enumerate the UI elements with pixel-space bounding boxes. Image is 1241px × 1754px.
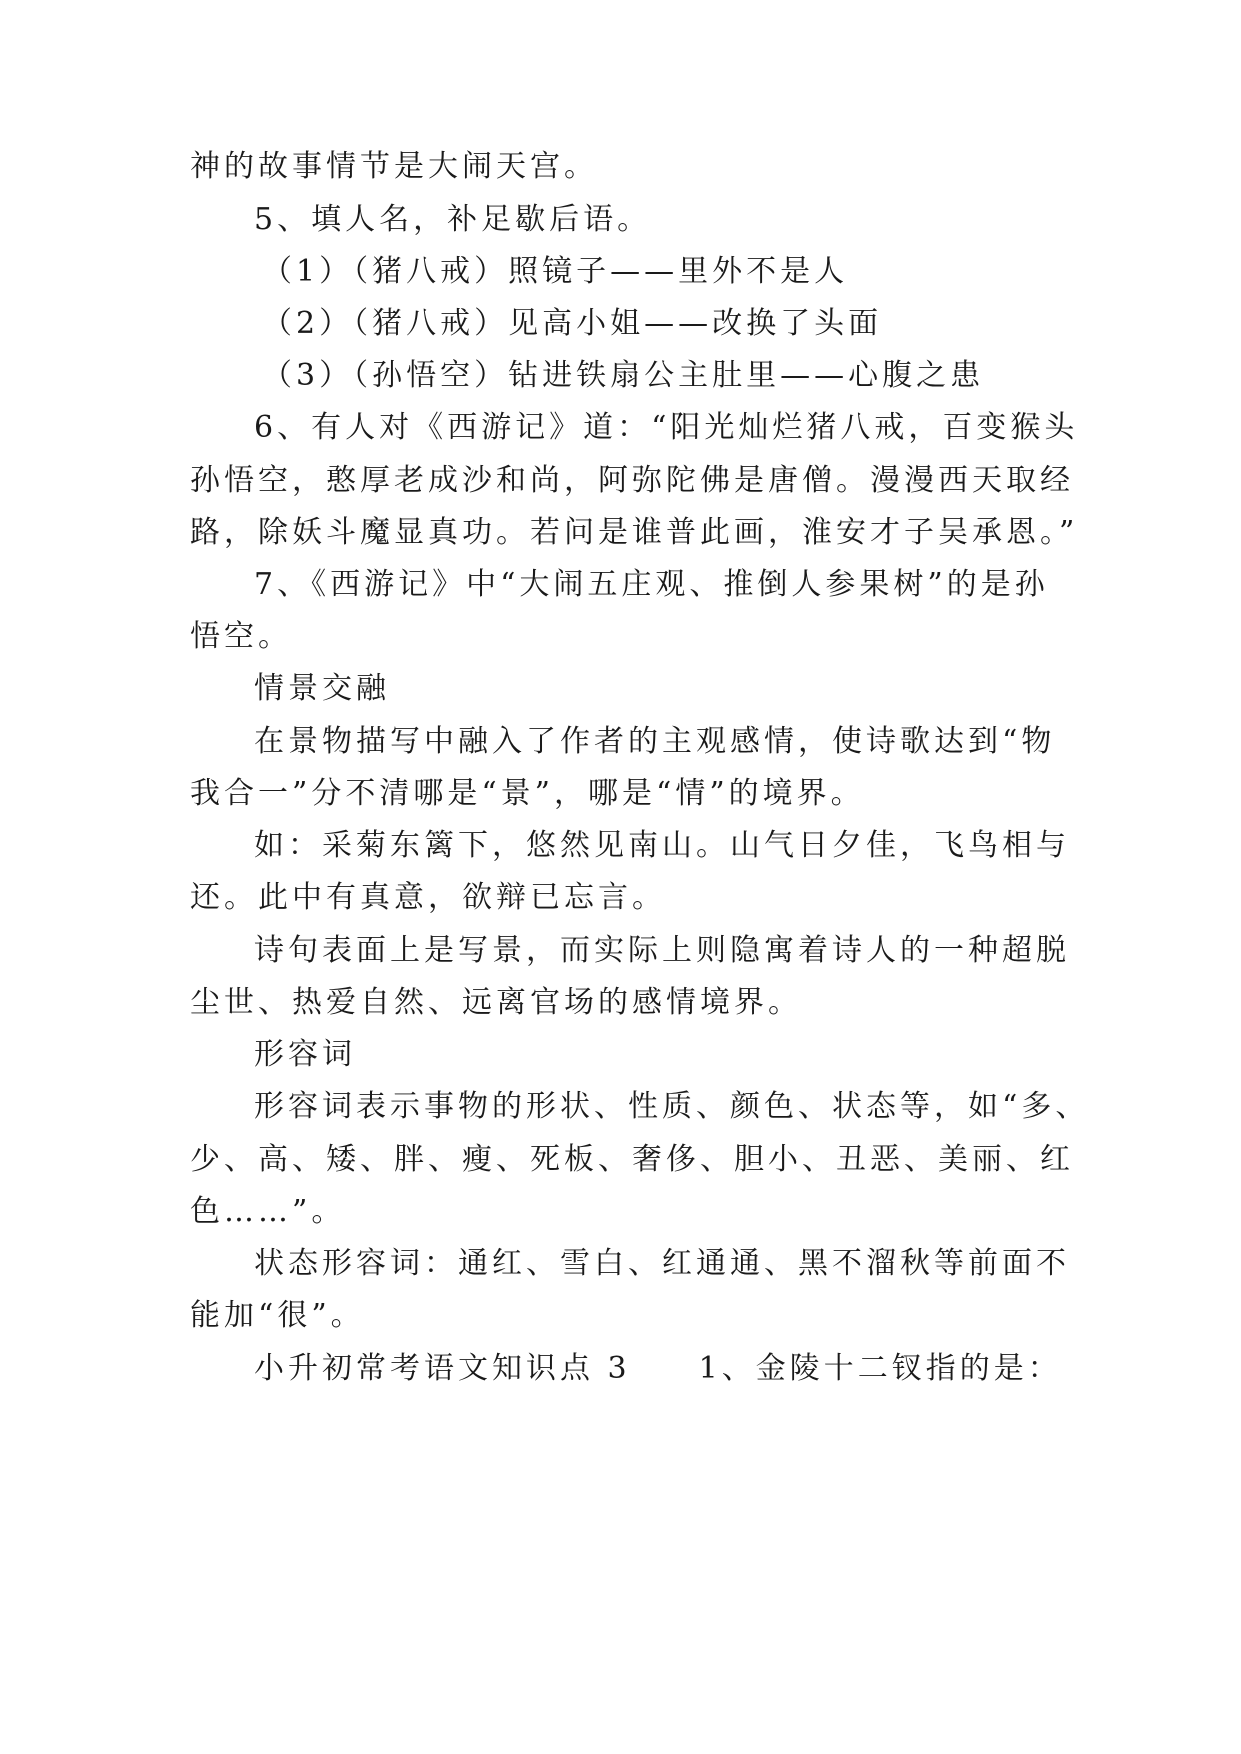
text-line: 能加“很”。 [190, 1298, 365, 1333]
text-line: 少、高、矮、胖、瘦、死板、奢侈、胆小、丑恶、美丽、红 [190, 1142, 1074, 1177]
text-line: 还。此中有真意，欲辩已忘言。 [190, 880, 666, 915]
text-line: 色……”。 [190, 1194, 346, 1229]
text-line: 诗句表面上是写景，而实际上则隐寓着诗人的一种超脱 [254, 933, 1070, 968]
text-line: 状态形容词：通红、雪白、红通通、黑不溜秋等前面不 [254, 1246, 1070, 1281]
section-heading: 形容词 [254, 1037, 356, 1072]
question-heading: 5、填人名，补足歇后语。 [254, 202, 652, 237]
text-line: 6、有人对《西游记》道：“阳光灿烂猪八戒，百变猴头 [254, 410, 1079, 445]
answer-item: （3）（孙悟空）钻进铁扇公主肚里——心腹之患 [262, 358, 985, 393]
text-line: 如：采菊东篱下，悠然见南山。山气日夕佳，飞鸟相与 [254, 828, 1070, 863]
text-line: 孙悟空，憨厚老成沙和尚，阿弥陀佛是唐僧。漫漫西天取经 [190, 463, 1074, 498]
text-line: 路，除妖斗魔显真功。若问是谁普此画，淮安才子吴承恩。” [190, 515, 1079, 550]
text-line: 形容词表示事物的形状、性质、颜色、状态等，如“多、 [254, 1089, 1090, 1124]
answer-item: （1）（猪八戒）照镜子——里外不是人 [262, 254, 849, 289]
text-line: 神的故事情节是大闹天宫。 [190, 149, 598, 184]
text-line: 在景物描写中融入了作者的主观感情，使诗歌达到“物 [254, 724, 1056, 759]
text-line: 7、《西游记》中“大闹五庄观、推倒人参果树”的是孙 [254, 567, 1049, 602]
text-line: 小升初常考语文知识点 3 1、金陵十二钗指的是： [254, 1351, 1062, 1386]
text-line: 我合一”分不清哪是“景”，哪是“情”的境界。 [190, 776, 865, 811]
section-heading: 情景交融 [254, 671, 390, 706]
text-line: 尘世、热爱自然、远离官场的感情境界。 [190, 985, 802, 1020]
answer-item: （2）（猪八戒）见高小姐——改换了头面 [262, 306, 883, 341]
text-line: 悟空。 [190, 619, 292, 654]
